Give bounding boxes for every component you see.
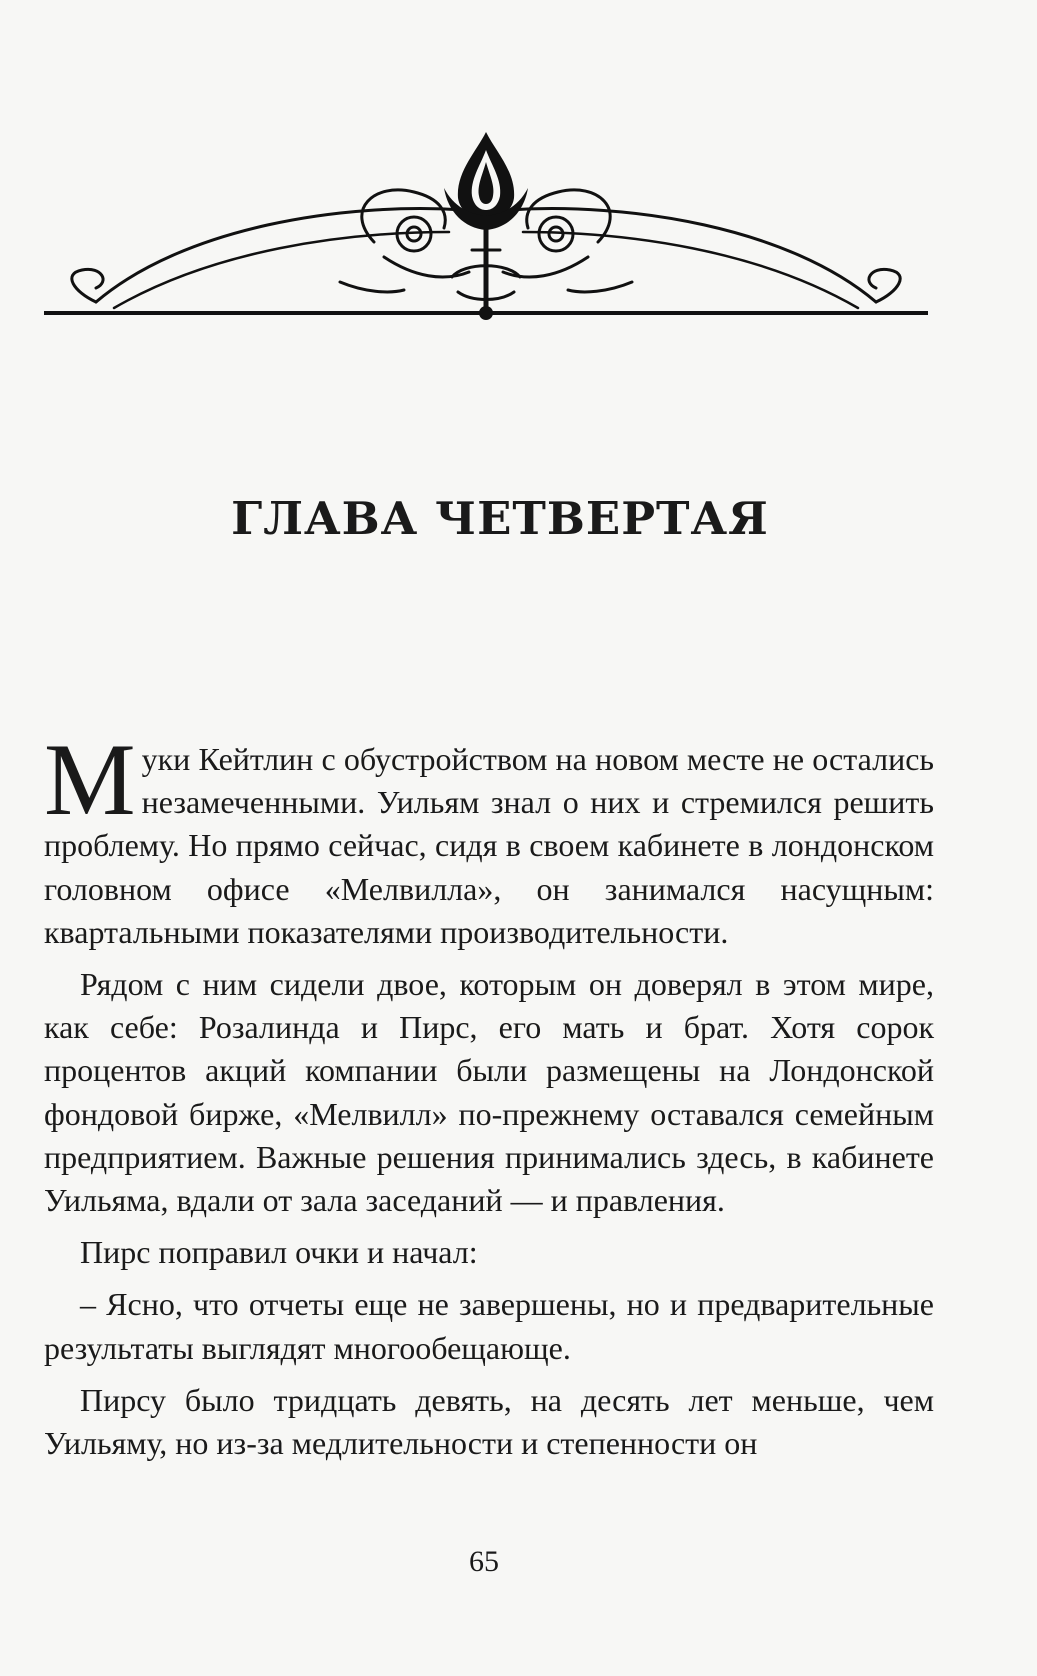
chapter-title: ГЛАВА ЧЕТВЕРТАЯ (231, 492, 769, 545)
paragraph-5: Пирсу было тридцать девять, на десять лет меньше, чем Уильяму, но из-за медлительности и степенности он (44, 1381, 934, 1462)
chapter-body (44, 723, 934, 1474)
drop-cap: М (44, 723, 136, 837)
paragraph-2: Рядом с ним сидели двое, которым он доверял в этом мире, как себе: Розалинда и Пирс, его мать и брат. Хотя сорок процентов акций компании были размещены на Лондонской фондовой бирже, «Мелвилл» по-прежнему оставался семейным предприятием. Важные решения принимались здесь, в кабинете Уильяма, вдали от зала заседаний — и правления. (44, 966, 934, 1219)
paragraph-3: Пирс поправил очки и начал: (80, 1234, 478, 1271)
paragraph-1-text: уки Кейтлин с обустройством на новом месте не остались незамеченными. Уильям знал о них и стремился решить проблему. Но прямо сейчас, сидя в своем кабинете в лондонском головном офисе «Мелвилла», он занимался насущным: квартальными показателями производительности. (44, 741, 934, 950)
paragraph-1 (44, 723, 934, 954)
paragraph-4: – Ясно, что отчеты еще не завершены, но и предварительные результаты выглядят многообещающе. (44, 1286, 934, 1366)
art-nouveau-headpiece-icon (44, 132, 928, 342)
page-number: 65 (469, 1545, 499, 1578)
